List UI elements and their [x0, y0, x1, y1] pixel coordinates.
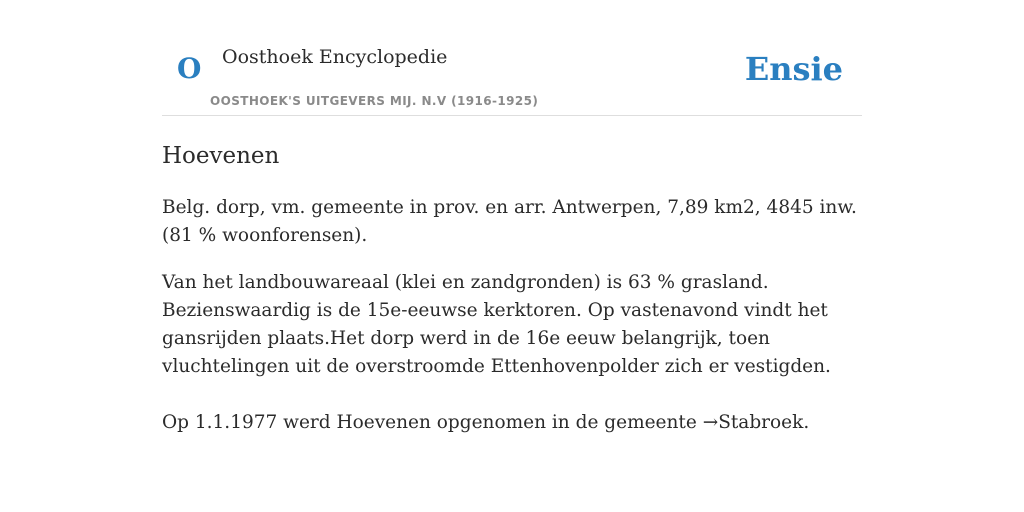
paragraph-text-end: .: [803, 412, 810, 433]
site-logo[interactable]: O: [177, 52, 202, 85]
brand-logo[interactable]: Ensie: [744, 50, 843, 88]
paragraph-text: Op 1.1.1977 werd Hoevenen opgenomen in de gemeente: [162, 412, 703, 433]
article-title: Hoevenen: [162, 143, 280, 169]
article: [162, 141, 862, 437]
cross-reference-link-stabroek[interactable]: →Stabroek: [702, 412, 804, 433]
article-paragraph-3: [162, 409, 862, 437]
page: [162, 0, 862, 437]
publisher-label: OOSTHOEK'S UITGEVERS MIJ. N.V (1916-1925): [210, 94, 539, 108]
site-header: [162, 0, 862, 116]
article-paragraph-1: Belg. dorp, vm. gemeente in prov. en arr. Antwerpen, 7,89 km2, 4845 inw. (81 % woonforensen).: [162, 197, 857, 246]
article-paragraph-2: Van het landbouwareaal (klei en zandgronden) is 63 % grasland. Bezienswaardig is de 15e-eeuwse kerktoren. Op vastenavond vindt het gansrijden plaats.Het dorp werd in de 16e eeuw belangrijk, toen vluchtelingen uit de overstroomde Ettenhovenpolder zich er vestigden.: [162, 272, 831, 377]
site-title[interactable]: Oosthoek Encyclopedie: [222, 46, 448, 68]
